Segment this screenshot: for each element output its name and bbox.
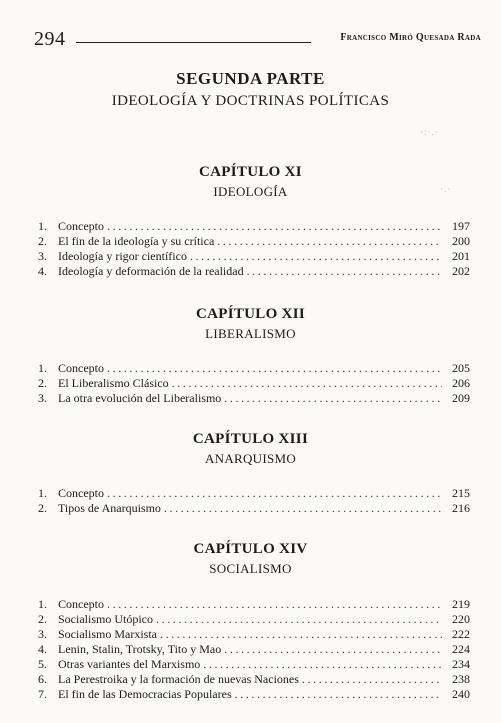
entry-title: Concepto (58, 361, 104, 375)
dot-leader (107, 597, 442, 612)
toc-entry[interactable] (38, 687, 470, 702)
toc-list (38, 361, 470, 406)
part-title: SEGUNDA PARTE (176, 69, 325, 88)
entry-page: 240 (452, 687, 470, 701)
toc-entry[interactable] (38, 361, 470, 376)
toc-entry[interactable] (38, 657, 470, 672)
entry-number: 7. (38, 687, 47, 701)
entry-page: 206 (452, 376, 470, 390)
entry-title: Concepto (58, 486, 104, 500)
chapter-heading (0, 163, 501, 200)
entry-number: 2. (38, 501, 47, 515)
toc-entry[interactable] (38, 376, 470, 391)
entry-number: 3. (38, 391, 47, 405)
toc-list (38, 486, 470, 516)
toc-entry[interactable] (38, 249, 470, 264)
chapter-subtitle: ANARQUISMO (204, 451, 297, 466)
dot-leader (224, 391, 442, 406)
toc-entry[interactable] (38, 391, 470, 406)
toc-entry[interactable] (38, 612, 470, 627)
page-number: 294 (34, 28, 66, 50)
entry-page: 219 (452, 597, 470, 611)
entry-title: Socialismo Marxista (58, 627, 157, 641)
entry-title: El fin de las Democracias Populares (58, 687, 232, 701)
dot-leader (107, 361, 442, 376)
paper-speck: ·.· (440, 184, 452, 194)
dot-leader (247, 264, 442, 279)
dot-leader (164, 501, 442, 516)
chapter-subtitle: IDEOLOGÍA (213, 184, 288, 199)
toc-entry[interactable] (38, 264, 470, 279)
entry-title: Concepto (58, 597, 104, 611)
header-rule (76, 42, 311, 43)
chapter-heading (0, 305, 501, 342)
chapter-heading (0, 430, 501, 467)
dot-leader (224, 642, 442, 657)
entry-number: 2. (38, 612, 47, 626)
author-name: Francisco Miró Quesada Rada (340, 32, 481, 43)
dot-leader (107, 486, 442, 501)
chapter-title: CAPÍTULO XI (199, 164, 302, 180)
entry-page: 205 (452, 361, 470, 375)
entry-number: 2. (38, 376, 47, 390)
entry-page: 222 (452, 627, 470, 641)
dot-leader (172, 376, 442, 391)
entry-page: 197 (452, 219, 470, 233)
entry-title: Otras variantes del Marxismo (58, 657, 201, 671)
entry-title: Lenin, Stalin, Trotsky, Tito y Mao (58, 642, 222, 656)
entry-title: Concepto (58, 219, 104, 233)
toc-entry[interactable] (38, 486, 470, 501)
toc-entry[interactable] (38, 234, 470, 249)
toc-entry[interactable] (38, 219, 470, 234)
chapter-heading (0, 540, 501, 577)
part-subtitle: IDEOLOGÍA Y DOCTRINAS POLÍTICAS (111, 93, 390, 109)
entry-title: El fin de la ideología y su crítica (58, 234, 215, 248)
entry-number: 1. (38, 486, 47, 500)
entry-page: 234 (452, 657, 470, 671)
entry-number: 6. (38, 672, 47, 686)
entry-number: 4. (38, 264, 47, 278)
entry-number: 3. (38, 627, 47, 641)
toc-entry[interactable] (38, 642, 470, 657)
dot-leader (235, 687, 442, 702)
paper-speck: ·:·.· (420, 127, 439, 137)
entry-title: Ideología y rigor científico (58, 249, 187, 263)
entry-page: 200 (452, 234, 470, 248)
chapter-title: CAPÍTULO XII (195, 306, 306, 322)
entry-title: El Liberalismo Clásico (58, 376, 169, 390)
entry-page: 201 (452, 249, 470, 263)
entry-title: Ideología y deformación de la realidad (58, 264, 244, 278)
dot-leader (190, 249, 442, 264)
entry-title: La otra evolución del Liberalismo (58, 391, 222, 405)
toc-entry[interactable] (38, 597, 470, 612)
chapter-title: CAPÍTULO XIV (193, 541, 308, 557)
entry-number: 1. (38, 361, 47, 375)
entry-page: 220 (452, 612, 470, 626)
chapter-subtitle: SOCIALISMO (209, 561, 292, 576)
entry-page: 216 (452, 501, 470, 515)
entry-title: La Perestroika y la formación de nuevas Naciones (58, 672, 299, 686)
dot-leader (107, 219, 442, 234)
entry-page: 202 (452, 264, 470, 278)
toc-entry[interactable] (38, 627, 470, 642)
chapter-title: CAPÍTULO XIII (192, 431, 309, 447)
dot-leader (217, 234, 442, 249)
entry-number: 1. (38, 219, 47, 233)
entry-number: 3. (38, 249, 47, 263)
toc-entry[interactable] (38, 672, 470, 687)
dot-leader (302, 672, 442, 687)
entry-page: 209 (452, 391, 470, 405)
entry-page: 238 (452, 672, 470, 686)
entry-number: 2. (38, 234, 47, 248)
toc-list (38, 219, 470, 279)
running-head (34, 28, 481, 50)
entry-title: Tipos de Anarquismo (58, 501, 161, 515)
entry-number: 1. (38, 597, 47, 611)
dot-leader (160, 627, 442, 642)
dot-leader (156, 612, 442, 627)
dot-leader (203, 657, 442, 672)
entry-page: 224 (452, 642, 470, 656)
entry-title: Socialismo Utópico (58, 612, 153, 626)
toc-entry[interactable] (38, 501, 470, 516)
entry-number: 4. (38, 642, 47, 656)
entry-page: 215 (452, 486, 470, 500)
entry-number: 5. (38, 657, 47, 671)
toc-list (38, 597, 470, 702)
chapter-subtitle: LIBERALISMO (205, 326, 296, 341)
